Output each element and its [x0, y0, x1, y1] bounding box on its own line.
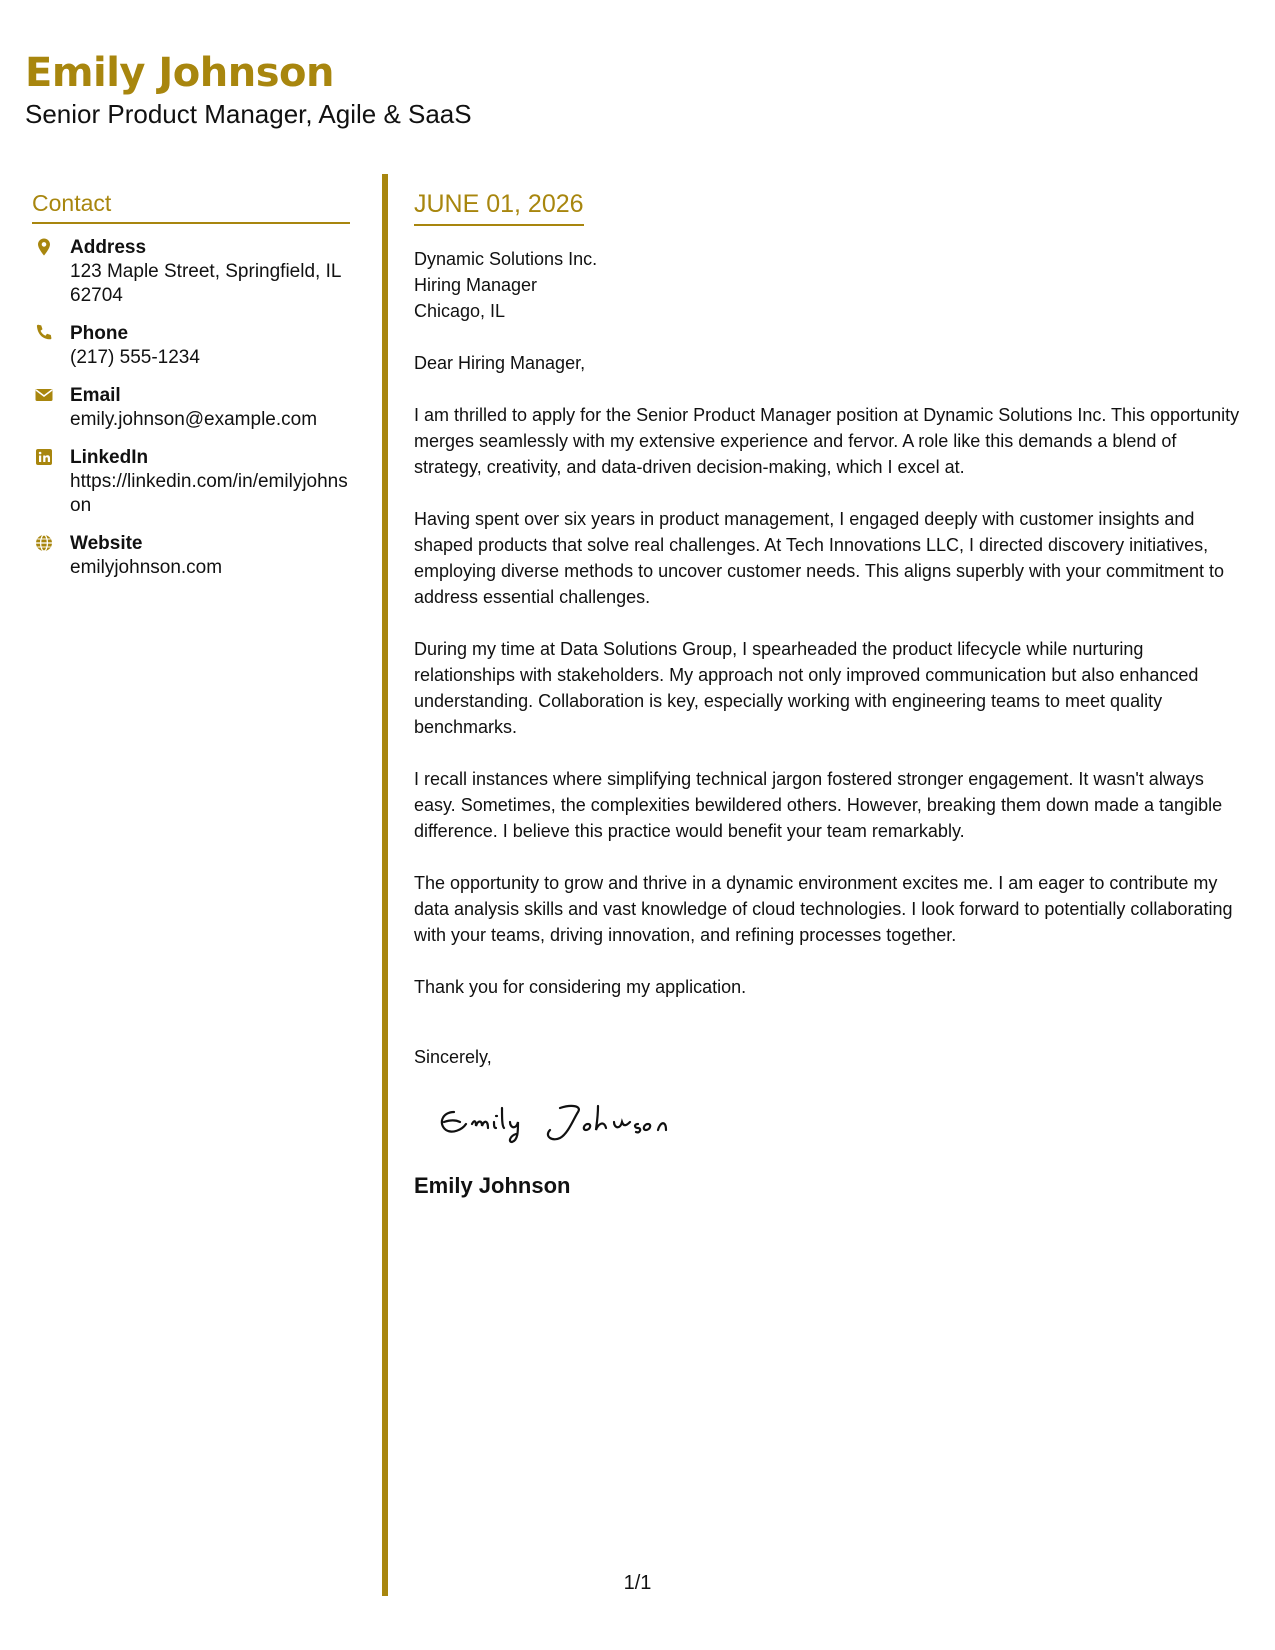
linkedin-icon [34, 447, 54, 467]
contact-label: Website [70, 533, 143, 554]
handwritten-signature [432, 1094, 692, 1154]
contact-label: Address [70, 237, 147, 258]
column-divider [382, 174, 388, 1596]
globe-icon [34, 533, 54, 553]
recipient-location: Chicago, IL [414, 301, 506, 321]
contact-heading: Contact [32, 188, 350, 224]
paragraph: Having spent over six years in product management, I engaged deeply with customer insights and shaped products that solve real challenges. At Tech Innovations LLC, I directed discovery initiatives, employing diverse methods to uncover customer needs. This aligns superbly with your commitment to address essential challenges. [414, 509, 1225, 607]
paragraph: I recall instances where simplifying technical jargon fostered stronger engagement. It wasn't always easy. Sometimes, the complexities bewildered others. However, breaking them down made a tangible difference. I believe this practice would benefit your team remarkably. [414, 769, 1223, 841]
address-value: 123 Maple Street, Springfield, IL 62704 [70, 261, 341, 306]
paragraph: Thank you for considering my application. [414, 977, 747, 997]
recipient-role: Hiring Manager [414, 275, 538, 295]
phone-icon [34, 323, 54, 343]
contact-item-email [32, 384, 350, 432]
contact-list [32, 236, 350, 580]
closing: Sincerely, [414, 1047, 492, 1067]
header [25, 48, 472, 131]
applicant-name: Emily Johnson [25, 50, 335, 96]
contact-label: LinkedIn [70, 447, 149, 468]
paragraph: During my time at Data Solutions Group, I spearheaded the product lifecycle while nurturing relationships with stakeholders. My approach not only improved communication but also enhanced understanding. Collaboration is key, especially working with engineering teams to meet quality benchmarks. [414, 639, 1199, 737]
paragraph: I am thrilled to apply for the Senior Product Manager position at Dynamic Solutions Inc. This opportunity merges seamlessly with my extensive experience and fervor. A role like this demands a blend of strategy, creativity, and data-driven decision-making, which I excel at. [414, 405, 1240, 477]
recipient-company: Dynamic Solutions Inc. [414, 249, 598, 269]
contact-item-website [32, 532, 350, 580]
page-number: 1/1 [623, 1572, 652, 1594]
linkedin-value[interactable]: https://linkedin.com/in/emilyjohnson [70, 471, 348, 516]
contact-sidebar [32, 188, 350, 594]
phone-value: (217) 555-1234 [70, 347, 200, 368]
map-pin-icon [34, 237, 54, 257]
contact-item-phone [32, 322, 350, 370]
contact-label: Phone [70, 323, 129, 344]
job-title: Senior Product Manager, Agile & SaaS [25, 99, 472, 129]
letter-body [414, 188, 1249, 1200]
letter-date: JUNE 01, 2026 [414, 188, 584, 226]
envelope-icon [34, 385, 54, 405]
signed-name: Emily Johnson [414, 1173, 571, 1198]
contact-item-linkedin [32, 446, 350, 518]
contact-label: Email [70, 385, 121, 406]
paragraph: The opportunity to grow and thrive in a dynamic environment excites me. I am eager to contribute my data analysis skills and vast knowledge of cloud technologies. I look forward to potentially collaborating with your teams, driving innovation, and refining processes together. [414, 873, 1233, 945]
contact-item-address [32, 236, 350, 308]
recipient-block [414, 246, 1249, 324]
website-value[interactable]: emilyjohnson.com [70, 557, 223, 578]
salutation: Dear Hiring Manager, [414, 353, 586, 373]
email-value[interactable]: emily.johnson@example.com [70, 409, 318, 430]
